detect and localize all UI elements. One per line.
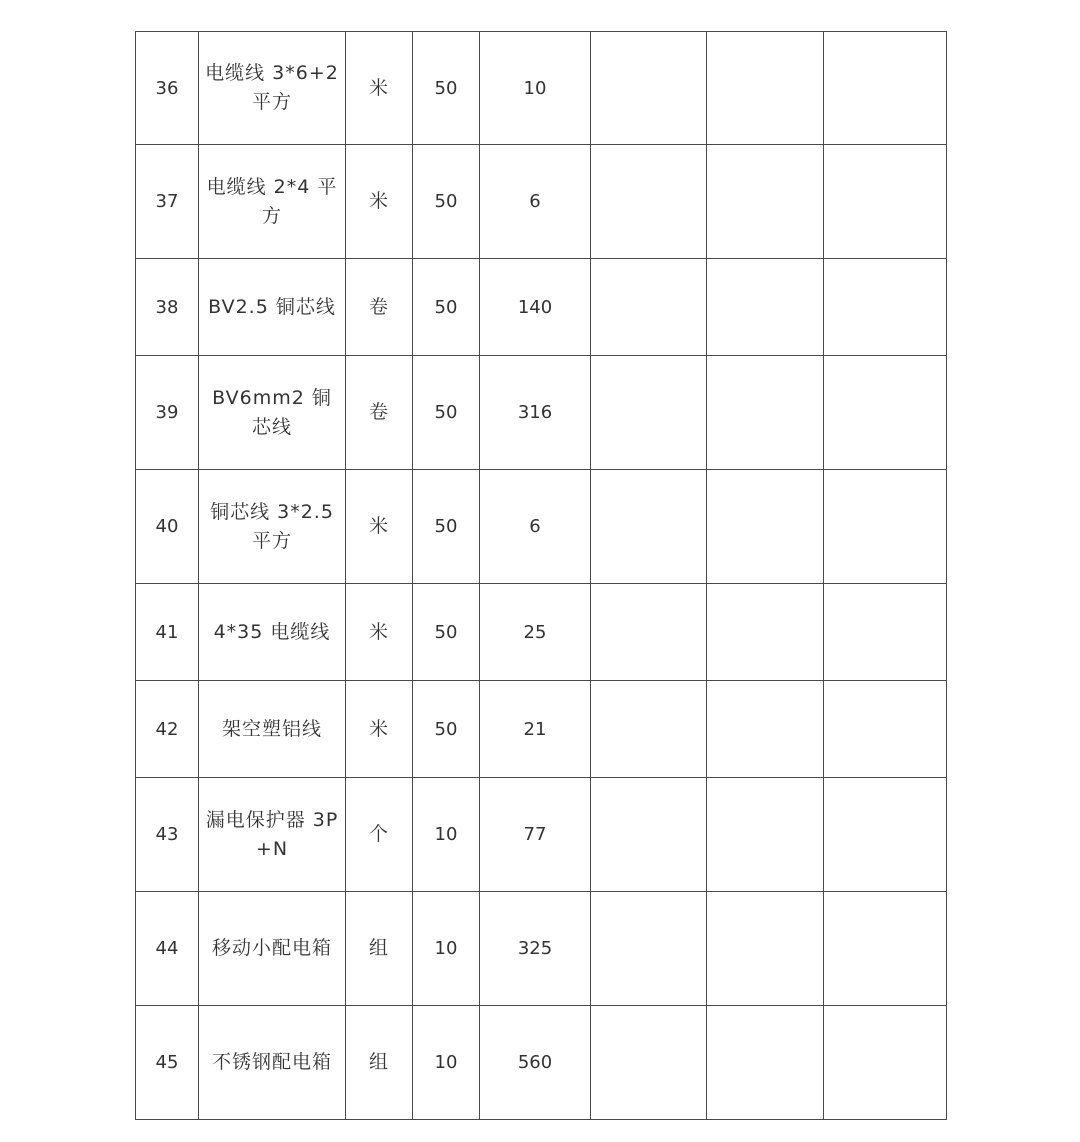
item-unit: 组 (346, 1006, 413, 1120)
row-number: 43 (136, 778, 199, 892)
item-price: 77 (480, 778, 591, 892)
item-price: 6 (480, 145, 591, 259)
row-number: 41 (136, 584, 199, 681)
row-number: 40 (136, 470, 199, 584)
item-quantity: 10 (413, 1006, 480, 1120)
blank-cell (824, 145, 947, 259)
item-name: 电缆线 2*4 平方 (199, 145, 346, 259)
row-number: 42 (136, 681, 199, 778)
table-row (136, 1006, 947, 1120)
blank-cell (707, 584, 824, 681)
table-row (136, 356, 947, 470)
item-name: 不锈钢配电箱 (199, 1006, 346, 1120)
blank-cell (591, 778, 707, 892)
item-price: 6 (480, 470, 591, 584)
item-name: 4*35 电缆线 (199, 584, 346, 681)
blank-cell (707, 681, 824, 778)
item-unit: 组 (346, 892, 413, 1006)
item-unit: 米 (346, 145, 413, 259)
item-name: BV6mm2 铜芯线 (199, 356, 346, 470)
blank-cell (824, 778, 947, 892)
item-quantity: 10 (413, 778, 480, 892)
blank-cell (591, 892, 707, 1006)
table-row (136, 145, 947, 259)
blank-cell (591, 1006, 707, 1120)
item-unit: 个 (346, 778, 413, 892)
item-price: 25 (480, 584, 591, 681)
blank-cell (707, 145, 824, 259)
row-number: 36 (136, 32, 199, 145)
item-name: 架空塑铝线 (199, 681, 346, 778)
item-quantity: 50 (413, 259, 480, 356)
table-row (136, 778, 947, 892)
blank-cell (824, 892, 947, 1006)
row-number: 37 (136, 145, 199, 259)
blank-cell (707, 356, 824, 470)
blank-cell (707, 1006, 824, 1120)
item-quantity: 10 (413, 892, 480, 1006)
item-price: 21 (480, 681, 591, 778)
item-unit: 卷 (346, 356, 413, 470)
item-quantity: 50 (413, 356, 480, 470)
row-number: 45 (136, 1006, 199, 1120)
item-quantity: 50 (413, 32, 480, 145)
table-row (136, 892, 947, 1006)
item-unit: 米 (346, 681, 413, 778)
blank-cell (707, 470, 824, 584)
item-name: 铜芯线 3*2.5 平方 (199, 470, 346, 584)
table-row (136, 681, 947, 778)
blank-cell (824, 1006, 947, 1120)
item-unit: 米 (346, 32, 413, 145)
item-name: 移动小配电箱 (199, 892, 346, 1006)
price-list-sheet (135, 31, 946, 1120)
table-row (136, 32, 947, 145)
blank-cell (591, 584, 707, 681)
item-name: 漏电保护器 3P+N (199, 778, 346, 892)
blank-cell (591, 356, 707, 470)
item-price: 316 (480, 356, 591, 470)
blank-cell (591, 145, 707, 259)
item-quantity: 50 (413, 145, 480, 259)
item-quantity: 50 (413, 681, 480, 778)
blank-cell (591, 32, 707, 145)
item-price: 10 (480, 32, 591, 145)
blank-cell (824, 356, 947, 470)
blank-cell (824, 32, 947, 145)
row-number: 44 (136, 892, 199, 1006)
blank-cell (707, 32, 824, 145)
blank-cell (824, 259, 947, 356)
blank-cell (707, 892, 824, 1006)
item-quantity: 50 (413, 584, 480, 681)
blank-cell (591, 259, 707, 356)
table-row (136, 584, 947, 681)
blank-cell (591, 681, 707, 778)
table-body (136, 32, 947, 1120)
row-number: 38 (136, 259, 199, 356)
item-quantity: 50 (413, 470, 480, 584)
blank-cell (707, 259, 824, 356)
blank-cell (707, 778, 824, 892)
item-unit: 米 (346, 584, 413, 681)
item-unit: 米 (346, 470, 413, 584)
item-unit: 卷 (346, 259, 413, 356)
blank-cell (824, 470, 947, 584)
item-price: 140 (480, 259, 591, 356)
table-row (136, 259, 947, 356)
item-price: 560 (480, 1006, 591, 1120)
table-row (136, 470, 947, 584)
item-price: 325 (480, 892, 591, 1006)
row-number: 39 (136, 356, 199, 470)
blank-cell (824, 584, 947, 681)
item-name: 电缆线 3*6+2 平方 (199, 32, 346, 145)
price-table (135, 31, 947, 1120)
item-name: BV2.5 铜芯线 (199, 259, 346, 356)
blank-cell (591, 470, 707, 584)
blank-cell (824, 681, 947, 778)
